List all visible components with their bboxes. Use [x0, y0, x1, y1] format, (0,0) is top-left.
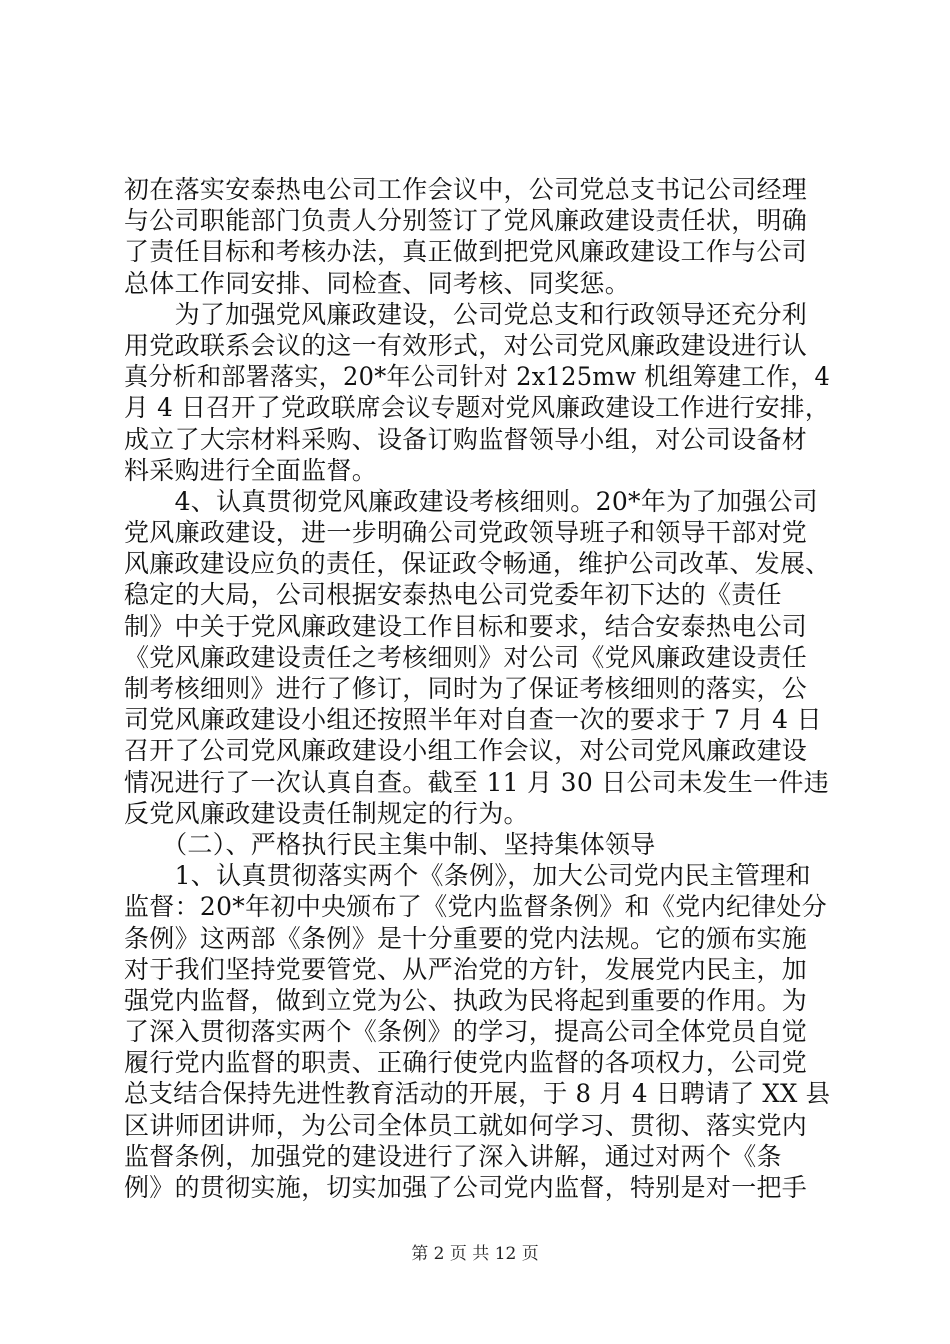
text-line: 真分析和部署落实，20*年公司针对 2x125mw 机组筹建工作，4 [124, 362, 831, 392]
text-line: 条例》这两部《条例》是十分重要的党内法规。它的颁布实施 [124, 923, 808, 953]
text-line: 监督：20*年初中央颁布了《党内监督条例》和《党内纪律处分 [124, 892, 828, 922]
text-line: 料采购进行全面监督。 [124, 455, 378, 485]
text-line: 与公司职能部门负责人分别签订了党风廉政建设责任状，明确 [124, 206, 808, 236]
text-line: 为了加强党风廉政建设，公司党总支和行政领导还充分利 [124, 299, 808, 329]
text-line: 对于我们坚持党要管党、从严治党的方针，发展党内民主，加 [124, 954, 808, 984]
text-line: 总体工作同安排、同检查、同考核、同奖惩。 [124, 268, 631, 298]
text-line: 4、认真贯彻党风廉政建设考核细则。20*年为了加强公司 [124, 486, 818, 516]
document-body [124, 174, 830, 1203]
text-line: 用党政联系会议的这一有效形式，对公司党风廉政建设进行认 [124, 330, 808, 360]
text-line: 《党风廉政建设责任之考核细则》对公司《党风廉政建设责任 [124, 642, 808, 672]
text-line: 反党风廉政建设责任制规定的行为。 [124, 798, 529, 828]
text-line: 初在落实安泰热电公司工作会议中，公司党总支书记公司经理 [124, 175, 808, 204]
text-line: （二）、严格执行民主集中制、坚持集体领导 [124, 829, 656, 859]
text-line: 监督条例，加强党的建设进行了深入讲解，通过对两个《条 [124, 1141, 782, 1171]
text-line: 成立了大宗材料采购、设备订购监督领导小组，对公司设备材 [124, 424, 808, 454]
text-line: 总支结合保持先进性教育活动的开展，于 8 月 4 日聘请了 XX 县 [124, 1079, 831, 1109]
text-line: 1、认真贯彻落实两个《条例》，加大公司党内民主管理和 [124, 861, 811, 891]
text-line: 了责任目标和考核办法，真正做到把党风廉政建设工作与公司 [124, 237, 808, 267]
text-line: 履行党内监督的职责、正确行使党内监督的各项权力，公司党 [124, 1048, 808, 1078]
page-number-footer: 第 2 页 共 12 页 [411, 1244, 539, 1264]
text-line: 司党风廉政建设小组还按照半年对自查一次的要求于 7 月 4 日 [124, 705, 822, 735]
text-line: 了深入贯彻落实两个《条例》的学习，提高公司全体党员自觉 [124, 1017, 808, 1047]
text-line: 情况进行了一次认真自查。截至 11 月 30 日公司未发生一件违 [124, 767, 830, 797]
text-line: 制》中关于党风廉政建设工作目标和要求，结合安泰热电公司 [124, 611, 808, 641]
text-line: 稳定的大局，公司根据安泰热电公司党委年初下达的《责任 [124, 580, 782, 610]
text-line: 区讲师团讲师，为公司全体员工就如何学习、贯彻、落实党内 [124, 1110, 808, 1140]
text-line: 召开了公司党风廉政建设小组工作会议，对公司党风廉政建设 [124, 736, 808, 766]
text-line: 例》的贯彻实施，切实加强了公司党内监督，特别是对一把手 [124, 1173, 808, 1202]
text-line: 党风廉政建设，进一步明确公司党政领导班子和领导干部对党 [124, 518, 808, 548]
text-line: 月 4 日召开了党政联席会议专题对党风廉政建设工作进行安排， [124, 393, 830, 423]
text-line: 风廉政建设应负的责任，保证政令畅通，维护公司改革、发展、 [124, 549, 831, 579]
text-line: 强党内监督，做到立党为公、执政为民将起到重要的作用。为 [124, 985, 808, 1015]
text-line: 制考核细则》进行了修订，同时为了保证考核细则的落实，公 [124, 674, 808, 703]
